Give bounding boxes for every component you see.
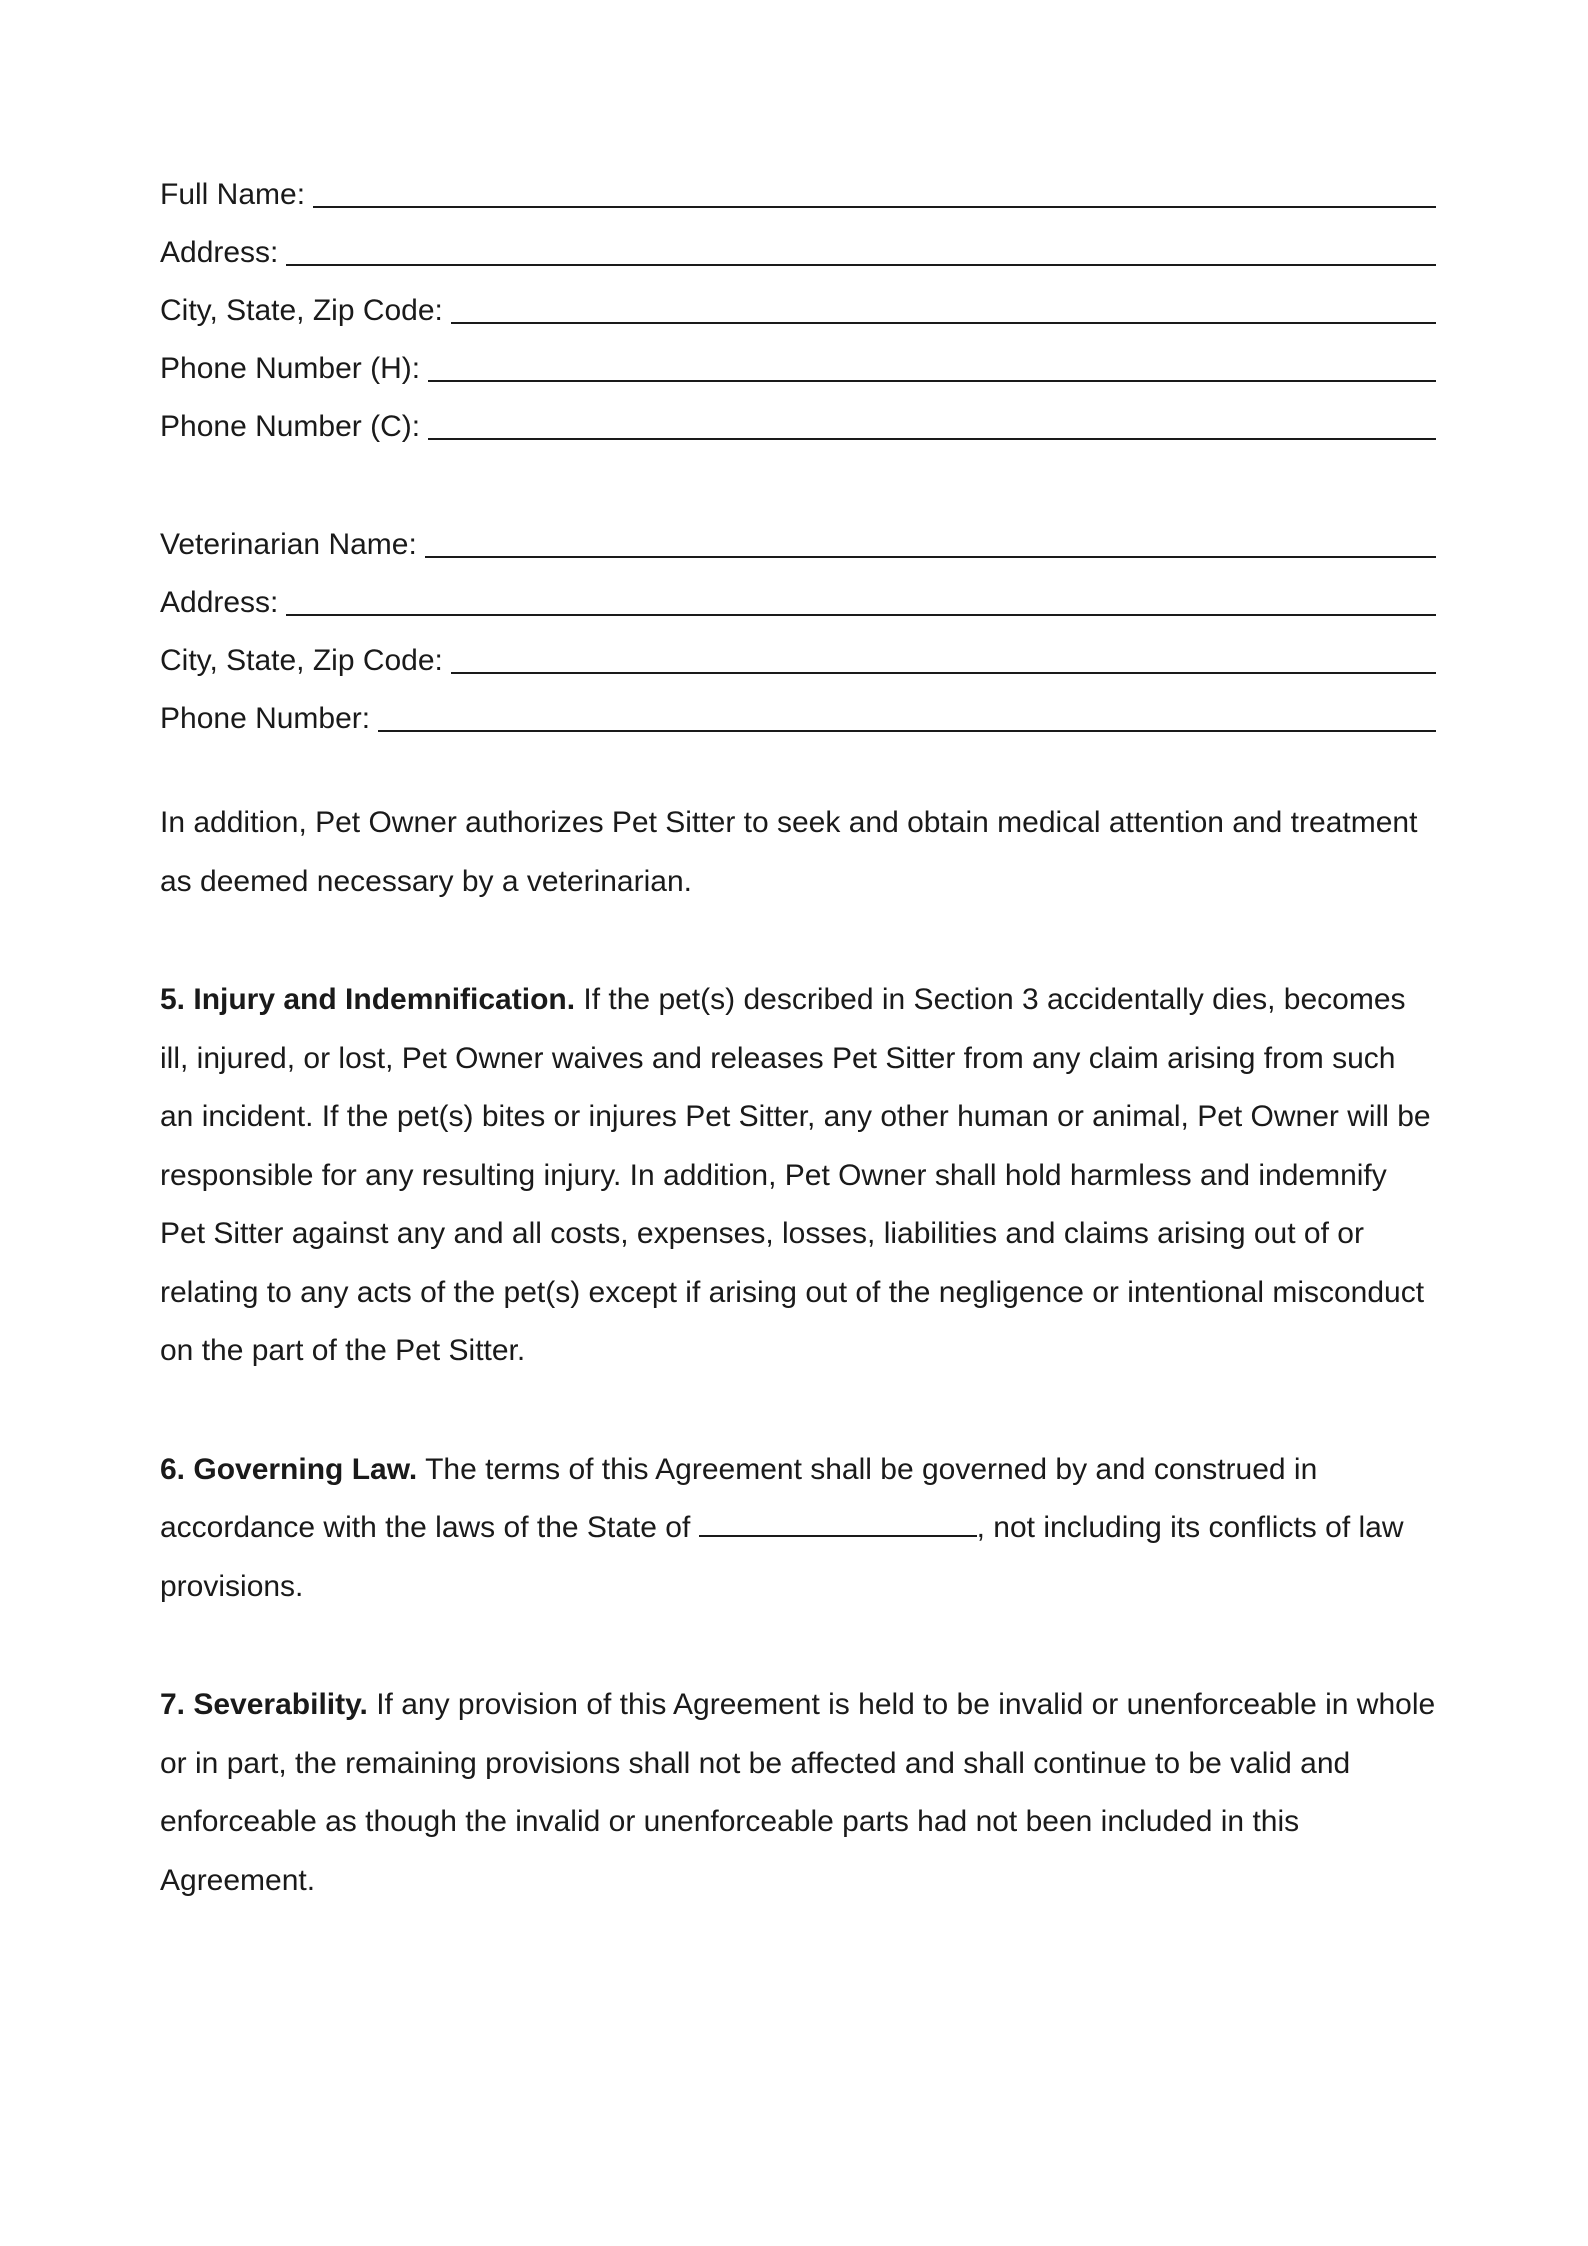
vet-address-field [160, 560, 1436, 618]
field-label: Full Name: [160, 178, 306, 211]
section-heading: 5. Injury and Indemnification. [160, 983, 576, 1016]
spacer [160, 442, 1436, 502]
fill-in-line[interactable] [286, 238, 1436, 266]
vet-city-state-zip-field [160, 618, 1436, 676]
field-label: Address: [160, 236, 279, 269]
owner-phone-cell-field [160, 384, 1436, 442]
field-label: Phone Number: [160, 702, 371, 735]
fill-in-line[interactable] [425, 530, 1436, 558]
section-body: The terms of this Agreement shall be governed by and construed in accordance with the laws of the State of [160, 1452, 1318, 1544]
spacer [160, 1381, 1436, 1441]
vet-name-field [160, 502, 1436, 560]
section-body: If any provision of this Agreement is held to be invalid or unenforceable in whole or in part, the remaining provisions shall not be affected and shall continue to be valid and enforceable as though the invalid or unenforceable parts had not been included in this Agreement. [160, 1688, 1436, 1897]
fill-in-line[interactable] [313, 180, 1436, 208]
document-content [160, 152, 1436, 1910]
section-body-continued: , not including its conflicts of law provisions. [160, 1511, 1404, 1603]
owner-address-field [160, 210, 1436, 268]
field-label: Veterinarian Name: [160, 528, 417, 561]
fill-in-line[interactable] [428, 412, 1436, 440]
state-blank-line[interactable] [699, 1511, 977, 1537]
section-injury-indemnification [160, 971, 1436, 1381]
owner-info-block [160, 152, 1436, 442]
spacer [160, 911, 1436, 971]
owner-phone-home-field [160, 326, 1436, 384]
fill-in-line[interactable] [451, 646, 1436, 674]
field-label: Address: [160, 586, 279, 619]
field-label: City, State, Zip Code: [160, 294, 443, 327]
field-label: City, State, Zip Code: [160, 644, 443, 677]
section-severability [160, 1676, 1436, 1910]
fill-in-line[interactable] [378, 704, 1436, 732]
fill-in-line[interactable] [428, 354, 1436, 382]
owner-city-state-zip-field [160, 268, 1436, 326]
section-body: If the pet(s) described in Section 3 accidentally dies, becomes ill, injured, or lost, Pet Owner waives and releases Pet Sitter from any claim arising from such an incident. If the pet(s) bites or injures Pet Sitter, any other human or animal, Pet Owner will be responsible for any resulting injury. In addition, Pet Owner shall hold harmless and indemnify Pet Sitter against any and all costs, expenses, losses, liabilities and claims arising out of or relating to any acts of the pet(s) except if arising out of the negligence or intentional misconduct on the part of the Pet Sitter. [160, 983, 1431, 1367]
authorization-paragraph: In addition, Pet Owner authorizes Pet Sitter to seek and obtain medical attention and treatment as deemed necessary by a veterinarian. [160, 806, 1418, 898]
fill-in-line[interactable] [451, 296, 1436, 324]
owner-full-name-field [160, 152, 1436, 210]
section-heading: 7. Severability. [160, 1688, 368, 1721]
vet-phone-field [160, 676, 1436, 734]
section-governing-law [160, 1441, 1436, 1617]
spacer [160, 734, 1436, 794]
field-label: Phone Number (C): [160, 410, 421, 443]
vet-info-block [160, 502, 1436, 734]
spacer [160, 1616, 1436, 1676]
field-label: Phone Number (H): [160, 352, 421, 385]
fill-in-line[interactable] [286, 588, 1436, 616]
section-heading: 6. Governing Law. [160, 1452, 418, 1486]
